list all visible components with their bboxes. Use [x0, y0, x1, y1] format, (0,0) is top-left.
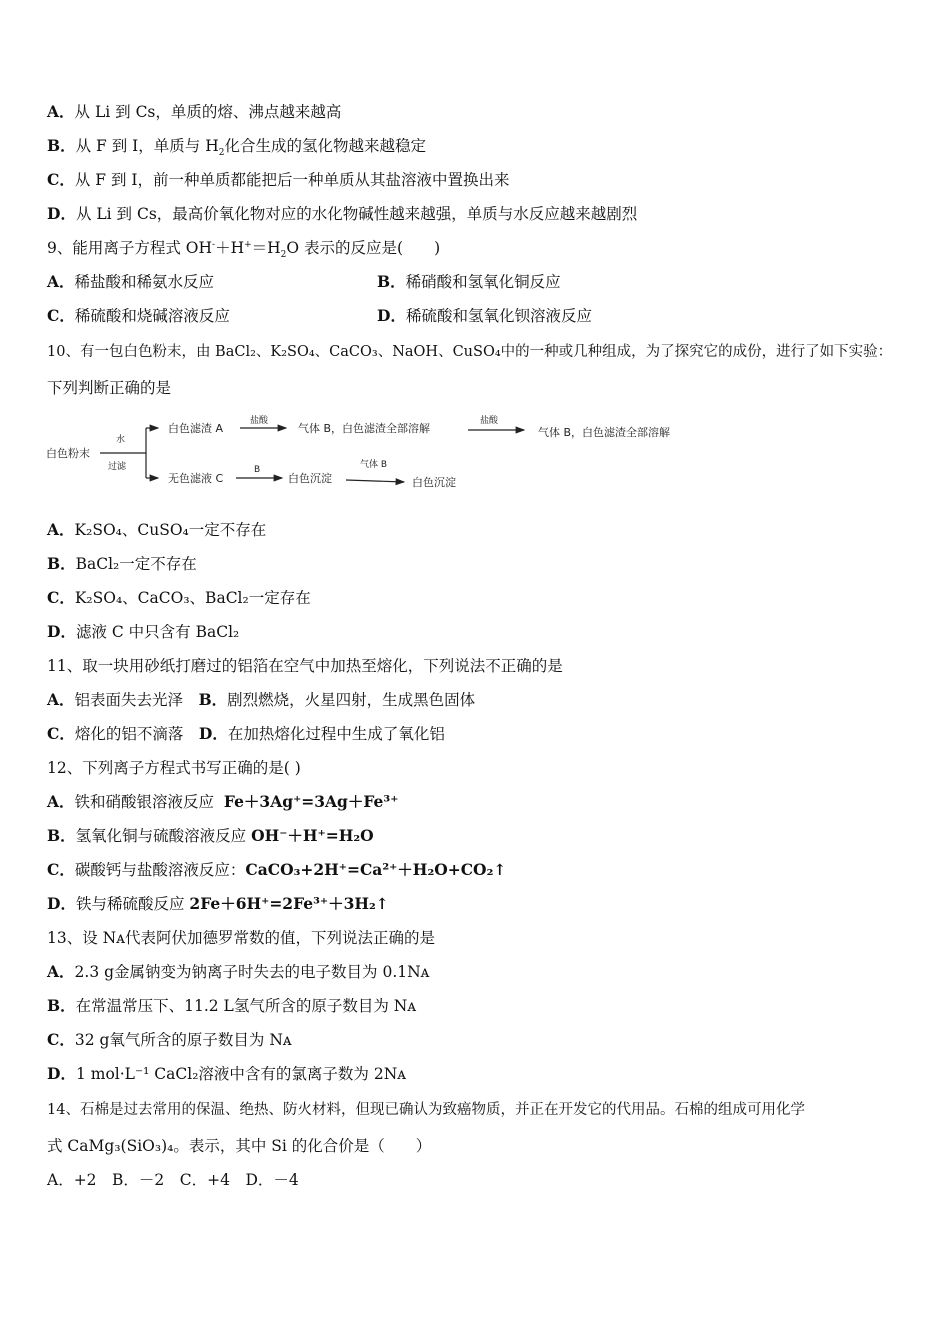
option-text: 铁和硝酸银溶液反应: [74, 793, 215, 811]
q9-option-b: [377, 272, 561, 292]
q13-option-b: [47, 996, 416, 1016]
stem-text: ＋H: [215, 239, 245, 257]
option-text: 滤液 C 中只含有 BaCl₂: [75, 623, 240, 641]
q11-stem: 11、取一块用砂纸打磨过的铝箔在空气中加热至熔化，下列说法不正确的是: [47, 657, 563, 675]
q14-stem-line2: 式 CaMg₃(SiO₃)₄。表示，其中 Si 的化合价是（ ）: [47, 1137, 432, 1155]
option-label: B．: [47, 826, 76, 845]
flow-acid1-label: 盐酸: [250, 416, 269, 426]
option-text: 稀硝酸和氢氧化铜反应: [405, 273, 561, 291]
q9-options-row2: [47, 306, 907, 326]
flow-top-mid: 气体 B，白色滤渣全部溶解: [298, 422, 431, 435]
flow-filter-label: 过滤: [108, 462, 127, 472]
option-text: 熔化的铝不滴落: [74, 725, 184, 743]
equation: 2Fe＋6H⁺=2Fe³⁺＋3H₂↑: [189, 894, 389, 913]
q12-option-c: [47, 860, 506, 880]
option-label: A．: [47, 690, 75, 709]
option-text: 稀硫酸和烧碱溶液反应: [74, 307, 230, 325]
option-label: C．: [47, 860, 75, 879]
option-text: 1 mol·L⁻¹ CaCl₂溶液中含有的氯离子数为 2Nᴀ: [75, 1065, 407, 1083]
flow-b-label: B: [254, 465, 261, 475]
flow-gas-label: 气体 B: [360, 460, 388, 470]
option-label: A．: [47, 520, 75, 539]
q10-option-d: [47, 622, 239, 642]
option-label: D．: [377, 306, 406, 325]
option-label: B．: [47, 554, 76, 573]
option-label: D．: [47, 622, 76, 641]
q14-stem-line1: 14、石棉是过去常用的保温、绝热、防火材料，但现已确认为致癌物质，并正在开发它的代用品。石棉的组成可用化学: [47, 1102, 805, 1118]
option-text: 在加热熔化过程中生成了氧化铝: [227, 725, 445, 743]
q12-option-b: [47, 826, 374, 846]
flow-bottom-end: 白色沉淀: [412, 476, 456, 489]
option-label: C．: [47, 724, 75, 743]
subscript: 2: [218, 148, 225, 159]
q12-stem: 12、下列离子方程式书写正确的是( ): [47, 759, 301, 777]
option-label: C．: [47, 588, 75, 607]
option-label: B．: [198, 690, 228, 709]
option-label: A．: [47, 792, 75, 811]
q12-option-a: [47, 792, 398, 812]
stem-text: O 表示的反应是( ): [286, 239, 441, 257]
option-text: 从 F 到 I，前一种单质都能把后一种单质从其盐溶液中置换出来: [74, 171, 510, 189]
flow-top-end: 气体 B，白色滤渣全部溶解: [538, 426, 671, 439]
equation: CaCO₃+2H⁺=Ca²⁺＋H₂O+CO₂↑: [245, 860, 507, 879]
q9-option-d: [377, 306, 592, 326]
q11-options-row2: [47, 724, 445, 744]
option-label: C．: [47, 170, 75, 189]
q13-option-a: [47, 962, 429, 982]
option-label: B．: [47, 136, 76, 155]
option-text: 从 Li 到 Cs，最高价氧化物对应的水化物碱性越来越强，单质与水反应越来越剧烈: [75, 205, 638, 223]
option-label: D．: [47, 204, 76, 223]
stem-text: 9、能用离子方程式 OH: [47, 239, 213, 257]
equation: Fe＋3Ag⁺=3Ag＋Fe³⁺: [223, 792, 399, 811]
q10-flow-diagram: [44, 412, 724, 497]
q8-option-a: [47, 102, 341, 122]
flow-arrow: [346, 480, 404, 482]
q8-option-d: [47, 204, 637, 224]
subscript: 2: [280, 250, 287, 261]
q14-options: A．+2 B．－2 C．+4 D．－4: [47, 1171, 299, 1189]
flow-acid2-label: 盐酸: [480, 416, 499, 426]
q10-option-a: [47, 520, 266, 540]
option-label: C．: [47, 306, 75, 325]
option-label: D．: [47, 1064, 76, 1083]
option-label: C．: [47, 1030, 75, 1049]
q10-option-c: [47, 588, 311, 608]
q8-option-c: [47, 170, 510, 190]
option-text: 碳酸钙与盐酸溶液反应：: [74, 861, 246, 879]
q9-stem: [47, 238, 441, 261]
flow-bottom-mid: 白色沉淀: [288, 472, 332, 485]
option-text: K₂SO₄、CaCO₃、BaCl₂一定存在: [74, 589, 311, 607]
option-label: A．: [47, 962, 75, 981]
equation: OH⁻＋H⁺=H₂O: [251, 826, 374, 845]
q13-option-c: [47, 1030, 292, 1050]
q13-stem: 13、设 Nᴀ代表阿伏加德罗常数的值，下列说法正确的是: [47, 929, 435, 947]
q8-option-b: [47, 136, 426, 159]
superscript: -: [212, 239, 216, 250]
option-label: B．: [377, 272, 406, 291]
option-text: 2.3 g金属钠变为钠离子时失去的电子数目为 0.1Nᴀ: [74, 963, 430, 981]
q13-option-d: [47, 1064, 406, 1084]
option-text: 稀盐酸和稀氨水反应: [74, 273, 215, 291]
option-text: 从 F 到 I，单质与 H: [75, 137, 219, 155]
option-text: 从 Li 到 Cs，单质的熔、沸点越来越高: [74, 103, 342, 121]
option-text: K₂SO₄、CuSO₄一定不存在: [74, 521, 267, 539]
option-label: D．: [47, 894, 76, 913]
q10-stem-line1: 10、有一包白色粉末，由 BaCl₂、K₂SO₄、CaCO₃、NaOH、CuSO₄中的一种或几种组成，为了探究它的成份，进行了如下实验：: [47, 344, 893, 360]
q9-option-a: [47, 273, 214, 291]
option-text: 铁与稀硫酸反应: [75, 895, 185, 913]
option-label: A．: [47, 272, 75, 291]
option-text: BaCl₂一定不存在: [75, 555, 197, 573]
option-text: 稀硫酸和氢氧化钡溶液反应: [405, 307, 592, 325]
option-text: 32 g氧气所含的原子数目为 Nᴀ: [74, 1031, 292, 1049]
q9-option-c: [47, 307, 230, 325]
option-label: D．: [198, 724, 228, 743]
superscript: +: [244, 239, 252, 250]
flow-water-label: 水: [116, 435, 126, 445]
q9-options-row1: [47, 272, 907, 292]
q12-option-d: [47, 894, 389, 914]
option-text: 在常温常压下、11.2 L氢气所含的原子数目为 Nᴀ: [75, 997, 417, 1015]
flow-start: 白色粉末: [46, 447, 90, 460]
flow-top-node: 白色滤渣 A: [168, 422, 224, 435]
option-text: 化合生成的氢化物越来越稳定: [224, 137, 426, 155]
stem-text: ＝H: [251, 239, 281, 257]
option-text: 剧烈燃烧，火星四射，生成黑色固体: [227, 691, 476, 709]
option-label: A．: [47, 102, 75, 121]
q11-options-row1: [47, 690, 475, 710]
q10-option-b: [47, 554, 197, 574]
option-text: 铝表面失去光泽: [74, 691, 184, 709]
flow-bottom-node: 无色滤液 C: [168, 472, 224, 485]
q10-stem-line2: 下列判断正确的是: [47, 379, 172, 397]
option-label: B．: [47, 996, 76, 1015]
option-text: 氢氧化铜与硫酸溶液反应: [75, 827, 247, 845]
